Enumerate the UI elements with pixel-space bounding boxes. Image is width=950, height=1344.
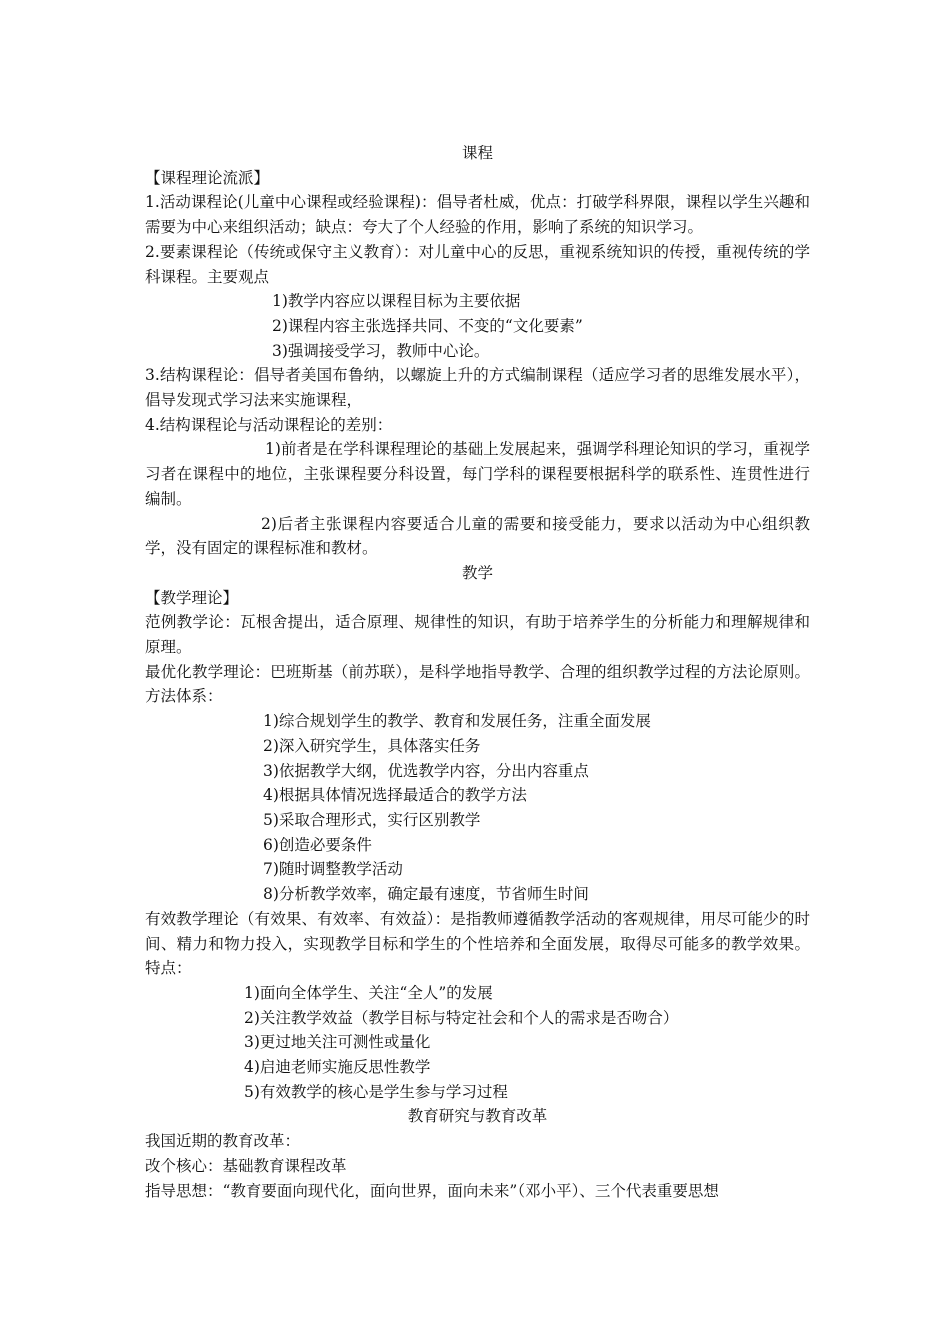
list-item: 2)深入研究学生，具体落实任务 (263, 736, 481, 755)
section-title-education-reform: 教育研究与教育改革 (407, 1107, 548, 1126)
paragraph-effective-teaching: 有效教学理论（有效果、有效率、有效益）：是指教师遵循教学活动的客观规律，用尽可能少的时间、精力和物力投入，实现教学目标和学生的个性培养和全面发展，取得尽可能多的教学效果。特点： (145, 909, 810, 978)
section-header-teaching-theories: 【教学理论】 (145, 588, 239, 607)
paragraph-exemplary-teaching: 范例教学论：瓦根舍提出，适合原理、规律性的知识，有助于培养学生的分析能力和理解规律和原理。 (145, 613, 810, 657)
list-item: 3)依据教学大纲，优选教学内容，分出内容重点 (263, 761, 589, 780)
section-header-curriculum-theories: 【课程理论流派】 (145, 168, 270, 187)
list-item: 2)关注教学效益（教学目标与特定社会和个人的需求是否吻合） (244, 1008, 679, 1027)
paragraph-curriculum-differences: 4.结构课程论与活动课程论的差别： (145, 415, 393, 434)
section-title-curriculum: 课程 (461, 144, 493, 162)
document-page (145, 141, 810, 1203)
list-item: 1)前者是在学科课程理论的基础上发展起来，强调学科理论知识的学习，重视学习者在课程中的地位，主张课程要分科设置，每门学科的课程要根据科学的联系性、连贯性进行编制。 (145, 440, 810, 508)
paragraph-optimization-teaching: 最优化教学理论：巴班斯基（前苏联），是科学地指导教学、合理的组织教学过程的方法论原则。方法体系： (145, 662, 810, 706)
list-item: 2)课程内容主张选择共同、不变的“文化要素” (272, 316, 583, 335)
list-item: 7)随时调整教学活动 (263, 860, 403, 879)
list-item: 3)强调接受学习，教师中心论。 (272, 341, 490, 360)
section-title-teaching: 教学 (461, 563, 493, 582)
list-item: 1)教学内容应以课程目标为主要依据 (272, 292, 521, 311)
paragraph-guiding-ideology: 指导思想：“教育要面向现代化，面向世界，面向未来”（邓小平）、三个代表重要思想 (145, 1181, 719, 1200)
list-item: 1)面向全体学生、关注“全人”的发展 (244, 983, 493, 1002)
paragraph-structural-curriculum: 3.结构课程论：倡导者美国布鲁纳，以螺旋上升的方式编制课程（适应学习者的思维发展水平），倡导发现式学习法来实施课程， (145, 366, 810, 410)
list-item: 3)更过地关注可测性或量化 (244, 1033, 431, 1052)
list-item: 2)后者主张课程内容要适合儿童的需要和接受能力，要求以活动为中心组织教学，没有固定的课程标准和教材。 (145, 514, 810, 558)
list-item: 4)启迪老师实施反思性教学 (244, 1058, 431, 1077)
paragraph-essentialist-curriculum: 2.要素课程论（传统或保守主义教育）：对儿童中心的反思，重视系统知识的传授，重视传统的学科课程。主要观点 (145, 242, 810, 286)
list-item: 8)分析教学效率，确定最有速度，节省师生时间 (263, 885, 589, 904)
list-item: 6)创造必要条件 (263, 835, 372, 854)
list-item: 5)采取合理形式，实行区别教学 (263, 810, 481, 829)
list-item: 1)综合规划学生的教学、教育和发展任务，注重全面发展 (263, 712, 651, 731)
paragraph-reform-core: 改个核心：基础教育课程改革 (145, 1156, 347, 1175)
paragraph-recent-reform: 我国近期的教育改革： (145, 1132, 301, 1151)
list-item: 5)有效教学的核心是学生参与学习过程 (244, 1082, 508, 1101)
paragraph-activity-curriculum: 1.活动课程论(儿童中心课程或经验课程)：倡导者杜威，优点：打破学科界限，课程以学生兴趣和需要为中心来组织活动；缺点：夸大了个人经验的作用，影响了系统的知识学习。 (145, 193, 810, 237)
list-item: 4)根据具体情况选择最适合的教学方法 (263, 786, 527, 805)
